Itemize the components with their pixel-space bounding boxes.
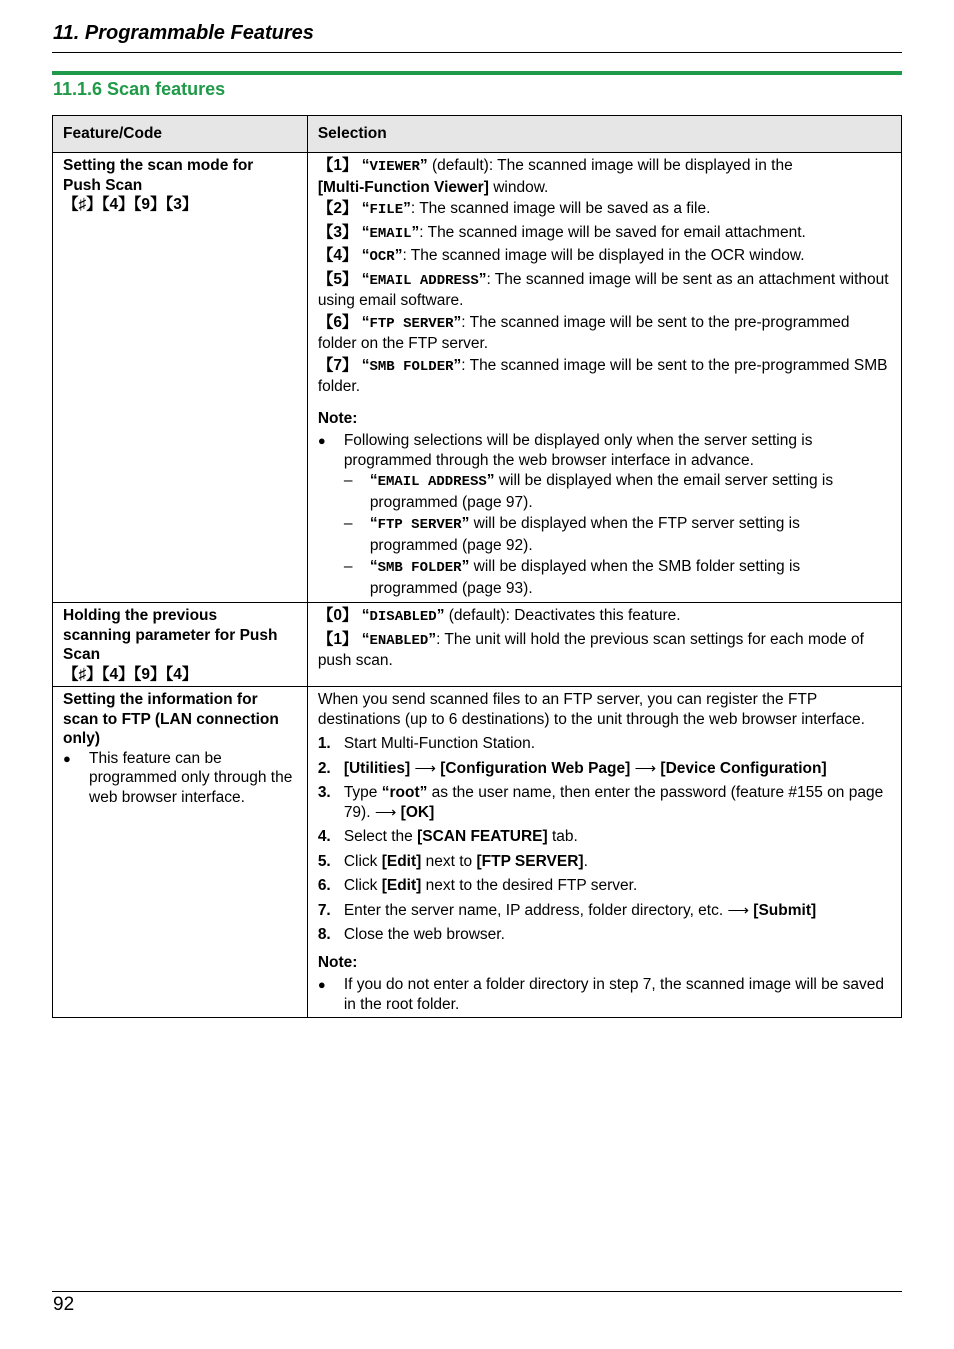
dash-item (344, 514, 891, 555)
step-text: Enter the server name, IP address, folder directory, etc. (343, 901, 728, 919)
option-key: 【3】 (317, 223, 358, 241)
option-value: SMB FOLDER (377, 560, 462, 576)
note-label: Note: (317, 953, 358, 971)
menu-path-item: [Utilities] (343, 759, 411, 777)
feature-cell (53, 603, 308, 687)
selection-cell (307, 153, 901, 603)
open-quote: “ (361, 356, 370, 374)
feature-name-line: Push Scan (63, 176, 143, 194)
feature-name (63, 690, 297, 749)
dash-item (344, 471, 891, 512)
dash-icon: – (343, 558, 353, 575)
option-text: (default): Deactivates this feature. (444, 607, 681, 624)
option-item (318, 270, 891, 311)
table-row (53, 687, 902, 1018)
open-quote: “ (369, 515, 378, 532)
arrow-right-icon: ⟶ (414, 759, 436, 777)
option-text: : The scanned image will be sent as an attachment without using email software. (317, 270, 889, 309)
submit-button-label: [Submit] (753, 901, 817, 919)
feature-name (63, 156, 297, 195)
step-text: Click (343, 852, 382, 870)
step-text: Click (343, 877, 382, 894)
note-label: Note: (317, 409, 358, 427)
scan-features-table (52, 115, 902, 1018)
option-value: DISABLED (369, 609, 437, 625)
bullet-icon: ● (63, 750, 71, 766)
feature-name-line: only) (63, 730, 101, 747)
option-text: : The scanned image will be saved for email attachment. (419, 223, 806, 241)
option-item (318, 246, 891, 268)
close-quote: ” (478, 270, 487, 288)
option-value: EMAIL ADDRESS (369, 272, 479, 289)
dash-text: will be displayed when the email server setting is programmed (page 97). (369, 472, 834, 511)
step-item (318, 876, 891, 896)
dash-icon: – (343, 515, 353, 532)
step-number: 4. (317, 828, 331, 845)
option-text: window. (488, 178, 549, 196)
feature-name-line: scan to FTP (LAN connection (63, 710, 279, 728)
step-number: 3. (317, 784, 331, 801)
close-quote: ” (436, 607, 445, 624)
option-text: (default): The scanned image will be displayed in the (427, 157, 793, 174)
option-item (318, 313, 891, 354)
step-number: 6. (317, 877, 331, 894)
close-quote: ” (411, 223, 420, 241)
option-item (318, 606, 891, 628)
open-quote: “ (361, 270, 370, 288)
step-number: 2. (317, 759, 331, 777)
edit-button-label: [Edit] (381, 852, 422, 870)
feature-bullet-text: This feature can be programmed only through the web browser interface. (89, 749, 293, 806)
step-item (318, 925, 891, 945)
option-text: : The scanned image will be displayed in the OCR window. (402, 247, 805, 264)
step-text: as the user name, then enter the password (feature #155 on page 79). (343, 784, 884, 821)
step-number: 7. (317, 901, 331, 919)
feature-cell (53, 687, 308, 1018)
option-key: 【5】 (317, 270, 358, 288)
step-number: 8. (317, 926, 331, 943)
page-number: 92 (53, 1294, 75, 1315)
feature-bullet (63, 749, 297, 808)
step-text: Start Multi-Function Station. (343, 735, 536, 752)
open-quote: “ (361, 607, 370, 624)
dash-text: will be displayed when the FTP server setting is programmed (page 92). (369, 515, 800, 554)
feature-name-line: Holding the previous (63, 607, 218, 624)
step-item (318, 901, 891, 921)
footer-divider (52, 1291, 902, 1292)
step-text: next to the desired FTP server. (421, 877, 638, 894)
table-row (53, 153, 902, 603)
step-text: tab. (547, 828, 578, 845)
note-bullet (318, 431, 891, 470)
column-header-feature: Feature/Code (53, 116, 308, 153)
edit-button-label: [Edit] (381, 877, 422, 894)
option-key: 【2】 (317, 200, 358, 217)
step-item (318, 734, 891, 754)
feature-name-line: Scan (63, 646, 101, 663)
option-value: SMB FOLDER (369, 358, 454, 375)
feature-name-line: scanning parameter for Push (63, 626, 278, 644)
feature-cell (53, 153, 308, 603)
menu-path-item: [Configuration Web Page] (440, 759, 631, 777)
close-quote: ” (461, 515, 470, 532)
option-item (318, 630, 891, 671)
bullet-icon: ● (317, 433, 326, 448)
feature-code: 【♯】【4】【9】【3】 (63, 196, 198, 213)
option-item (318, 223, 891, 245)
open-quote: “ (361, 200, 370, 217)
option-value: ENABLED (369, 632, 429, 649)
option-value: VIEWER (369, 159, 420, 175)
option-value: EMAIL ADDRESS (377, 474, 487, 490)
dash-text: will be displayed when the SMB folder setting is programmed (page 93). (369, 558, 801, 597)
section-title: 11.1.6 Scan features (53, 79, 226, 99)
option-item (318, 356, 891, 397)
open-quote: “ (369, 472, 378, 489)
step-item (318, 759, 891, 779)
feature-code: 【♯】【4】【9】【4】 (63, 665, 198, 683)
option-value: FILE (369, 202, 404, 218)
option-key: 【4】 (317, 247, 358, 264)
option-text: : The scanned image will be sent to the pre-programmed folder on the FTP server. (317, 313, 850, 352)
note-text: If you do not enter a folder directory in step 7, the scanned image will be saved in the root folder. (343, 976, 885, 1013)
option-key: 【1】 (317, 630, 358, 648)
tab-name: [SCAN FEATURE] (417, 828, 548, 845)
option-value: OCR (369, 249, 395, 265)
item-name: [FTP SERVER] (476, 852, 584, 870)
option-value: EMAIL (369, 225, 412, 242)
step-number: 5. (317, 852, 331, 870)
arrow-right-icon: ⟶ (634, 759, 657, 777)
open-quote: “ (369, 558, 378, 575)
close-quote: ” (453, 313, 462, 331)
option-key: 【6】 (317, 313, 358, 331)
selection-cell (307, 687, 901, 1018)
step-text: Close the web browser. (343, 926, 505, 943)
viewer-window-name: [Multi-Function Viewer] (317, 178, 489, 196)
option-key: 【1】 (317, 157, 358, 174)
option-text: : The unit will hold the previous scan settings for each mode of push scan. (317, 630, 864, 669)
step-text: . (583, 852, 588, 870)
option-item (318, 156, 891, 197)
close-quote: ” (403, 200, 411, 217)
step-text: Type (343, 784, 382, 801)
table-row (53, 603, 902, 687)
step-text: next to (421, 852, 477, 870)
dash-icon: – (343, 472, 353, 489)
close-quote: ” (461, 558, 470, 575)
note-text: Following selections will be displayed only when the server setting is programmed through the web browser interface in advance. (343, 432, 813, 469)
option-text: : The scanned image will be saved as a file. (410, 200, 711, 217)
open-quote: “ (361, 313, 370, 331)
open-quote: “ (361, 247, 370, 264)
option-text: : The scanned image will be sent to the pre-programmed SMB folder. (317, 356, 888, 395)
user-name-value: “root” (381, 784, 428, 801)
step-item (318, 827, 891, 847)
feature-name-line: Setting the scan mode for (63, 157, 254, 174)
option-key: 【0】 (317, 607, 358, 624)
feature-name-line: Setting the information for (63, 691, 258, 708)
header-divider (52, 52, 902, 53)
arrow-right-icon: ⟶ (374, 803, 397, 821)
option-item (318, 199, 891, 221)
arrow-right-icon: ⟶ (727, 901, 749, 919)
chapter-title: 11. Programmable Features (53, 22, 314, 44)
menu-path-item: [Device Configuration] (660, 759, 827, 777)
open-quote: “ (361, 157, 370, 174)
close-quote: ” (419, 157, 428, 174)
step-number: 1. (317, 735, 331, 752)
close-quote: ” (428, 630, 437, 648)
open-quote: “ (361, 630, 370, 648)
section-accent-bar (52, 71, 902, 75)
column-header-selection: Selection (307, 116, 901, 153)
intro-text: When you send scanned files to an FTP server, you can register the FTP destinations (up to 6 destinations) to the unit through the web browser interface. (317, 691, 865, 728)
selection-cell (307, 603, 901, 687)
option-key: 【7】 (317, 356, 358, 374)
bullet-icon: ● (317, 977, 326, 992)
dash-item (344, 557, 891, 598)
table-header-row (53, 116, 902, 153)
step-item (318, 783, 891, 822)
feature-name (63, 606, 297, 665)
close-quote: ” (453, 356, 462, 374)
close-quote: ” (486, 472, 495, 489)
option-value: FTP SERVER (377, 517, 462, 533)
open-quote: “ (361, 223, 370, 241)
option-value: FTP SERVER (369, 315, 454, 332)
step-item (318, 852, 891, 872)
step-text: Select the (343, 828, 418, 845)
close-quote: ” (394, 247, 403, 264)
note-bullet (318, 975, 891, 1014)
ok-button-label: [OK] (400, 803, 435, 821)
